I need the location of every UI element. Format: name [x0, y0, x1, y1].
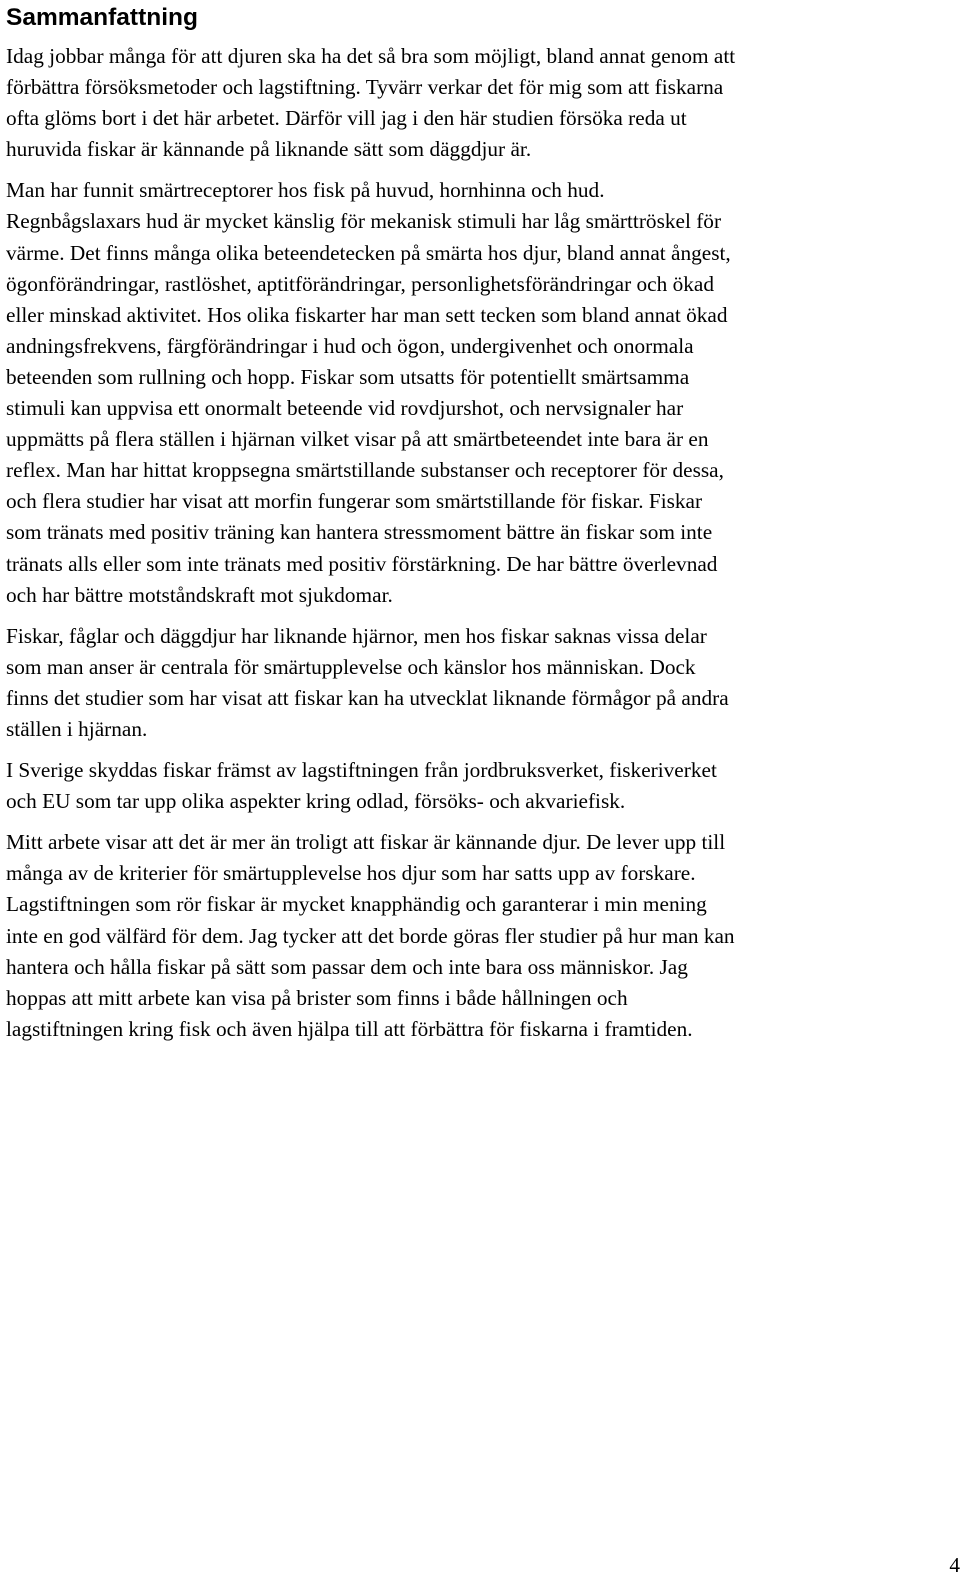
text-line: Man har funnit smärtreceptorer hos fisk på huvud, hornhinna och hud. — [6, 178, 605, 203]
text-line: andningsfrekvens, färgförändringar i hud och ögon, undergivenhet och onormala — [6, 333, 694, 358]
text-line: uppmätts på flera ställen i hjärnan vilket visar på att smärtbeteendet inte bara är en — [6, 427, 709, 452]
text-line: eller minskad aktivitet. Hos olika fiskarter har man sett tecken som bland annat ökad — [6, 302, 728, 327]
text-line: stimuli kan uppvisa ett onormalt beteende vid rovdjurshot, och nervsignaler har — [6, 396, 684, 421]
paragraph-legislation — [6, 755, 956, 817]
paragraph-introduction — [6, 41, 956, 165]
text-line: lagstiftningen kring fisk och även hjälpa till att förbättra för fiskarna i framtiden. — [6, 1016, 693, 1041]
paragraph-conclusion — [6, 827, 956, 1045]
text-line: ofta glöms bort i det här arbetet. Därför vill jag i den här studien försöka reda ut — [6, 106, 687, 131]
text-line: och EU som tar upp olika aspekter kring odlad, försöks- och akvariefisk. — [6, 789, 626, 814]
paragraph-findings — [6, 175, 956, 610]
text-line: Fiskar, fåglar och däggdjur har liknande hjärnor, men hos fiskar saknas vissa delar — [6, 623, 707, 648]
text-line: reflex. Man har hittat kroppsegna smärtstillande substanser och receptorer för dessa, — [6, 458, 724, 483]
text-line: förbättra försöksmetoder och lagstiftning. Tyvärr verkar det för mig som att fiskarna — [6, 75, 724, 100]
text-line: många av de kriterier för smärtupplevelse hos djur som har satts upp av forskare. — [6, 861, 696, 886]
text-line: finns det studier som har visat att fiskar kan ha utvecklat liknande förmågor på andra — [6, 685, 729, 710]
text-line: ställen i hjärnan. — [6, 716, 148, 741]
text-line: som man anser är centrala för smärtupplevelse och känslor hos människan. Dock — [6, 654, 696, 679]
text-line: ögonförändringar, rastlöshet, aptitförändringar, personlighetsförändringar och ökad — [6, 271, 714, 296]
text-line: Idag jobbar många för att djuren ska ha det så bra som möjligt, bland annat genom att — [6, 44, 736, 68]
text-line: som tränats med positiv träning kan hantera stressmoment bättre än fiskar som inte — [6, 520, 713, 545]
section-heading: Sammanfattning — [6, 4, 198, 31]
text-line: huruvida fiskar är kännande på liknande sätt som däggdjur är. — [6, 137, 532, 162]
text-line: och flera studier har visat att morfin fungerar som smärtstillande för fiskar. Fiskar — [6, 489, 703, 514]
text-line: hantera och hålla fiskar på sätt som passar dem och inte bara oss människor. Jag — [6, 954, 688, 979]
text-line: Mitt arbete visar att det är mer än troligt att fiskar är kännande djur. De lever upp till — [6, 830, 726, 855]
page-number: 4 — [949, 1553, 960, 1577]
text-line: I Sverige skyddas fiskar främst av lagstiftningen från jordbruksverket, fiskeriverket — [6, 758, 717, 783]
text-line: Lagstiftningen som rör fiskar är mycket knapphändig och garanterar i min mening — [6, 892, 707, 917]
text-line: hoppas att mitt arbete kan visa på brister som finns i både hållningen och — [6, 985, 628, 1010]
text-line: beteenden som rullning och hopp. Fiskar som utsatts för potentiellt smärtsamma — [6, 364, 690, 389]
document-page — [6, 0, 956, 1055]
text-line: inte en god välfärd för dem. Jag tycker att det borde göras fler studier på hur man kan — [6, 923, 735, 948]
text-line: och har bättre motståndskraft mot sjukdomar. — [6, 582, 393, 607]
text-line: tränats alls eller som inte tränats med positiv förstärkning. De har bättre överlevnad — [6, 551, 718, 576]
paragraph-brains — [6, 621, 956, 745]
text-line: värme. Det finns många olika beteendetecken på smärta hos djur, bland annat ångest, — [6, 240, 731, 265]
text-line: Regnbågslaxars hud är mycket känslig för mekanisk stimuli har låg smärttröskel för — [6, 209, 722, 234]
